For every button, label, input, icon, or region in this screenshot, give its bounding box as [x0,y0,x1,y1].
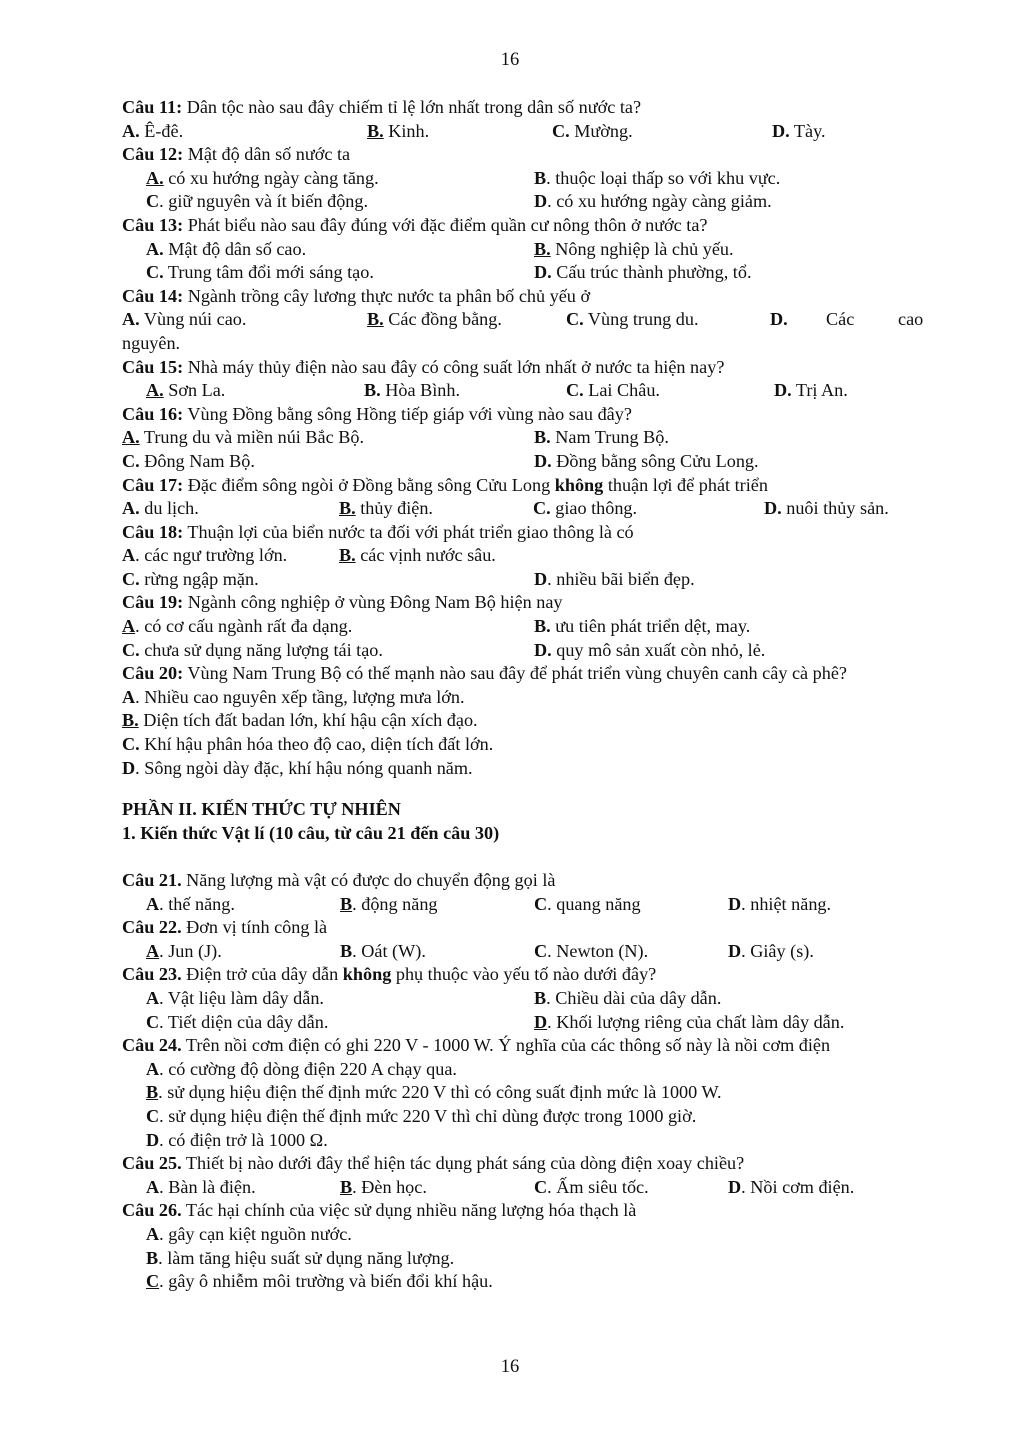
option-d: D. Tày. [772,120,826,141]
option-a: A. Bàn là điện. [146,1176,256,1197]
question-24-option-b: B. sử dụng hiệu điện thế định mức 220 V thì có công suất định mức là 1000 W. [146,1082,722,1103]
option-c: C. Mường. [552,120,633,141]
question-13-options-row2 [122,261,924,285]
question-15: Câu 15: Nhà máy thủy điện nào sau đây có công suất lớn nhất ở nước ta hiện nay? [122,356,725,377]
option-b: B. Đèn học. [340,1176,427,1197]
question-12-options-row2 [122,190,924,214]
option-b: B. Nam Trung Bộ. [534,427,669,448]
question-18-options-row1 [122,544,924,568]
option-d: D. Khối lượng riêng của chất làm dây dẫn. [534,1011,845,1032]
option-d: D. Cấu trúc thành phường, tổ. [534,262,752,283]
question-26-option-b: B. làm tăng hiệu suất sử dụng năng lượng. [146,1247,455,1268]
option-b: B. Nông nghiệp là chủ yếu. [534,238,734,259]
option-d: D. quy mô sản xuất còn nhỏ, lẻ. [534,639,766,660]
page-number-top: 16 [500,50,520,70]
page-number-bottom: 16 [500,1357,520,1377]
question-25: Câu 25. Thiết bị nào dưới đây thể hiện tác dụng phát sáng của dòng điện xoay chiều? [122,1153,745,1174]
option-d: D. nhiều bãi biển đẹp. [534,568,695,589]
section-subtitle: 1. Kiến thức Vật lí (10 câu, từ câu 21 đến câu 30) [122,822,500,843]
option-d: D. Trị An. [774,380,848,401]
question-19: Câu 19: Ngành công nghiệp ở vùng Đông Nam Bộ hiện nay [122,592,563,613]
option-a: A. Ê-đê. [122,120,184,141]
question-20-option-b: B. Diện tích đất badan lớn, khí hậu cận xích đạo. [122,710,478,731]
spacer [122,780,924,798]
question-11: Câu 11: Dân tộc nào sau đây chiếm tỉ lệ lớn nhất trong dân số nước ta? [122,97,642,117]
question-14-wrap: nguyên. [122,332,181,353]
option-d: D. Đồng bằng sông Cửu Long. [534,450,759,471]
question-26-option-a: A. gây cạn kiệt nguồn nước. [146,1223,352,1244]
question-15-options [122,379,924,403]
option-c: C. Đông Nam Bộ. [122,450,255,471]
option-c: C. chưa sử dụng năng lượng tái tạo. [122,639,383,660]
option-a: A. Vùng núi cao. [122,309,247,330]
question-23-options-row2 [122,1011,924,1035]
question-23-options-row1 [122,987,924,1011]
question-21: Câu 21. Năng lượng mà vật có được do chuyển động gọi là [122,870,556,890]
option-d-word2: cao [898,309,924,330]
question-14: Câu 14: Ngành trồng cây lương thực nước ta phân bố chủ yếu ở [122,285,591,306]
section-title: PHẦN II. KIẾN THỨC TỰ NHIÊN [122,799,401,820]
option-a: A. Vật liệu làm dây dẫn. [146,987,324,1008]
question-17-options [122,497,924,521]
question-16-options-row1 [122,426,924,450]
page-content [122,96,924,1294]
question-18-options-row2 [122,568,924,592]
option-c: C. Vùng trung du. [566,309,699,330]
option-b: B. Hòa Bình. [364,380,461,401]
question-19-options-row2 [122,639,924,663]
question-24-option-d: D. có điện trở là 1000 Ω. [146,1129,328,1150]
option-a: A. Jun (J). [146,940,222,961]
question-24: Câu 24. Trên nồi cơm điện có ghi 220 V - 1000 W. Ý nghĩa của các thông số này là nồi cơm điện [122,1035,831,1056]
option-d: D. nhiệt năng. [728,893,832,914]
question-13: Câu 13: Phát biểu nào sau đây đúng với đặc điểm quần cư nông thôn ở nước ta? [122,214,708,235]
question-19-options-row1 [122,615,924,639]
question-14-options [122,308,924,332]
option-c: C. Newton (N). [534,940,649,961]
option-c: C. quang năng [534,893,641,914]
option-a: A. có xu hướng ngày càng tăng. [146,167,379,188]
option-d: D. Giây (s). [728,940,814,961]
question-26-option-c: C. gây ô nhiễm môi trường và biến đổi khí hậu. [146,1271,493,1292]
question-22: Câu 22. Đơn vị tính công là [122,917,328,938]
option-d-word1: Các [826,309,855,330]
option-b: B. ưu tiên phát triển dệt, may. [534,616,751,637]
question-24-option-a: A. có cường độ dòng điện 220 A chạy qua. [146,1058,457,1079]
question-17: Câu 17: Đặc điểm sông ngòi ở Đồng bằng sông Cửu Long không thuận lợi để phát triển [122,474,768,495]
question-22-options [122,940,924,964]
option-a: A. Sơn La. [146,380,226,401]
option-c: C. giao thông. [533,498,638,519]
question-20-option-a: A. Nhiều cao nguyên xếp tầng, lượng mưa lớn. [122,686,465,707]
option-a: A. du lịch. [122,498,199,519]
option-b: B. động năng [340,893,438,914]
option-c: C. giữ nguyên và ít biến động. [146,191,369,212]
option-d-label: D. [770,309,788,330]
option-a: A. có cơ cấu ngành rất đa dạng. [122,616,353,637]
option-b: B. Chiều dài của dây dẫn. [534,987,722,1008]
option-d: D. nuôi thủy sản. [764,498,889,519]
option-b: B. Oát (W). [340,940,426,961]
option-d: D. có xu hướng ngày càng giảm. [534,191,772,212]
question-12: Câu 12: Mật độ dân số nước ta [122,144,351,165]
option-b: B. các vịnh nước sâu. [339,545,496,566]
option-b: B. Kinh. [367,120,430,141]
option-b: B. Các đồng bằng. [367,309,502,330]
option-c: C. Lai Châu. [566,380,660,401]
option-b: B. thủy điện. [339,498,433,519]
option-a: A. thế năng. [146,893,235,914]
option-c: C. rừng ngập mặn. [122,568,259,589]
question-16-options-row2 [122,450,924,474]
question-21-options [122,893,924,917]
question-26: Câu 26. Tác hại chính của việc sử dụng nhiều năng lượng hóa thạch là [122,1200,637,1221]
question-12-options-row1 [122,167,924,191]
question-20-option-d: D. Sông ngòi dày đặc, khí hậu nóng quanh năm. [122,757,473,778]
question-25-options [122,1176,924,1200]
option-c: C. Trung tâm đổi mới sáng tạo. [146,262,374,283]
spacer [122,845,924,869]
question-23: Câu 23. Điện trở của dây dẫn không phụ thuộc vào yếu tố nào dưới đây? [122,964,657,985]
question-20-option-c: C. Khí hậu phân hóa theo độ cao, diện tích đất lớn. [122,734,494,755]
question-24-option-c: C. sử dụng hiệu điện thế định mức 220 V thì chỉ dùng được trong 1000 giờ. [146,1105,697,1126]
option-a: A. Mật độ dân số cao. [146,238,307,259]
option-a: A. các ngư trường lớn. [122,545,288,566]
option-d: D. Nồi cơm điện. [728,1176,855,1197]
question-20: Câu 20: Vùng Nam Trung Bộ có thế mạnh nào sau đây để phát triển vùng chuyên canh cây cà phê? [122,663,847,684]
option-c: C. Tiết diện của dây dẫn. [146,1011,329,1032]
question-13-options-row1 [122,238,924,262]
option-b: B. thuộc loại thấp so với khu vực. [534,167,781,188]
question-18: Câu 18: Thuận lợi của biển nước ta đối với phát triển giao thông là có [122,521,634,542]
option-c: C. Ấm siêu tốc. [534,1176,649,1197]
option-a: A. Trung du và miền núi Bắc Bộ. [122,427,365,448]
question-11-options [122,120,924,144]
question-16: Câu 16: Vùng Đồng bằng sông Hồng tiếp giáp với vùng nào sau đây? [122,403,632,424]
